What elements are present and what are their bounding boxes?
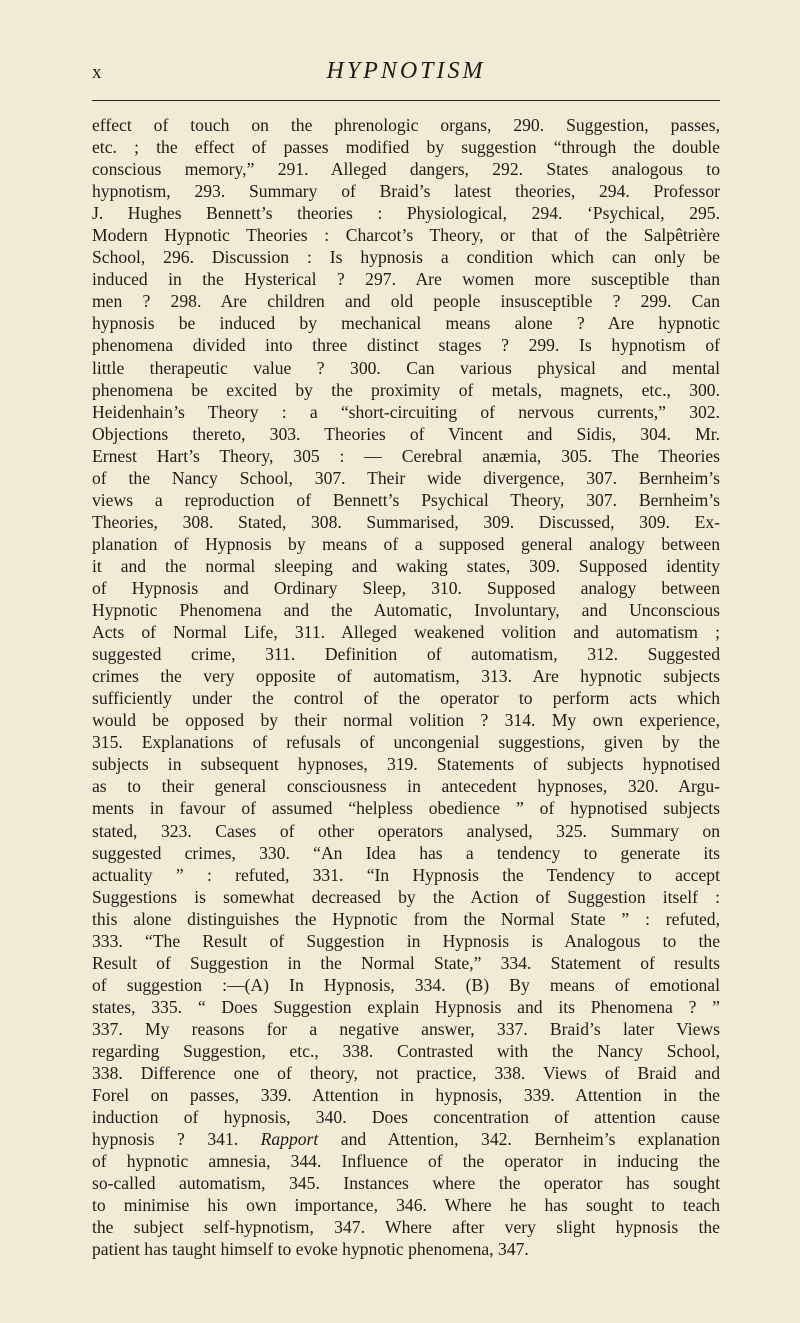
- text-line: induction of hypnosis, 340. Does concentration of attention cause: [92, 1107, 720, 1128]
- text-line: of hypnotic amnesia, 344. Influence of the operator in inducing the: [92, 1151, 720, 1172]
- text-line: sufficiently under the control of the operator to perform acts which: [92, 688, 720, 709]
- text-line: 333. “The Result of Suggestion in Hypnosis is Analogous to the: [92, 930, 720, 951]
- text-line: Forel on passes, 339. Attention in hypnosis, 339. Attention in the: [92, 1085, 720, 1106]
- text-line: Heidenhain’s Theory : a “short-circuiting of nervous currents,” 302.: [92, 401, 720, 422]
- index-paragraph: [92, 114, 720, 1260]
- text-line: suggested crime, 311. Definition of automatism, 312. Suggested: [92, 644, 720, 665]
- text-line: of Hypnosis and Ordinary Sleep, 310. Supposed analogy between: [92, 577, 720, 598]
- text-line: induced in the Hysterical ? 297. Are women more susceptible than: [92, 269, 720, 290]
- text-line: crimes the very opposite of automatism, 313. Are hypnotic subjects: [92, 666, 720, 687]
- text-line: phenomena be excited by the proximity of metals, magnets, etc., 300.: [92, 379, 720, 400]
- text-line: views a reproduction of Bennett’s Psychical Theory, 307. Bernheim’s: [92, 489, 720, 510]
- text-line: so-called automatism, 345. Instances where the operator has sought: [92, 1173, 720, 1194]
- text-line: School, 296. Discussion : Is hypnosis a condition which can only be: [92, 247, 720, 268]
- header-rule: [92, 100, 720, 101]
- text-line: to minimise his own importance, 346. Where he has sought to teach: [92, 1195, 720, 1216]
- text-line: planation of Hypnosis by means of a supposed general analogy between: [92, 533, 720, 554]
- text-line: 338. Difference one of theory, not practice, 338. Views of Braid and: [92, 1063, 720, 1084]
- text-line: patient has taught himself to evoke hypnotic phenomena, 347.: [92, 1239, 529, 1260]
- text-line: actuality ” : refuted, 331. “In Hypnosis the Tendency to accept: [92, 864, 720, 885]
- text-line: suggested crimes, 330. “An Idea has a tendency to generate its: [92, 842, 720, 863]
- text-line: regarding Suggestion, etc., 338. Contrasted with the Nancy School,: [92, 1040, 720, 1061]
- text-line: of the Nancy School, 307. Their wide divergence, 307. Bernheim’s: [92, 467, 720, 488]
- text-line: would be opposed by their normal volition ? 314. My own experience,: [92, 710, 720, 731]
- page-number: x: [92, 62, 103, 83]
- text-line: Hypnotic Phenomena and the Automatic, Involuntary, and Unconscious: [92, 600, 720, 621]
- text-line: this alone distinguishes the Hypnotic from the Normal State ” : refuted,: [92, 908, 720, 929]
- text-line: hypnosis ? 341. Rapport and Attention, 342. Bernheim’s explanation: [92, 1129, 720, 1150]
- text-line: subjects in subsequent hypnoses, 319. Statements of subjects hypnotised: [92, 754, 720, 775]
- text-line: hypnotism, 293. Summary of Braid’s latest theories, 294. Professor: [92, 181, 720, 202]
- text-line: states, 335. “ Does Suggestion explain Hypnosis and its Phenomena ? ”: [92, 996, 720, 1017]
- text-line: ments in favour of assumed “helpless obedience ” of hypnotised subjects: [92, 798, 720, 819]
- text-line: the subject self-hypnotism, 347. Where after very slight hypnosis the: [92, 1217, 720, 1238]
- running-head: [92, 58, 720, 92]
- text-line: men ? 298. Are children and old people insusceptible ? 299. Can: [92, 291, 720, 312]
- text-line: conscious memory,” 291. Alleged dangers, 292. States analogous to: [92, 159, 720, 180]
- text-line: Objections thereto, 303. Theories of Vincent and Sidis, 304. Mr.: [92, 423, 720, 444]
- text-line: of suggestion :—(A) In Hypnosis, 334. (B) By means of emotional: [92, 974, 720, 995]
- text-line: as to their general consciousness in antecedent hypnoses, 320. Argu-: [92, 776, 720, 797]
- text-line: little therapeutic value ? 300. Can various physical and mental: [92, 357, 720, 378]
- text-line: 337. My reasons for a negative answer, 337. Braid’s later Views: [92, 1018, 720, 1039]
- text-line: stated, 323. Cases of other operators analysed, 325. Summary on: [92, 820, 720, 841]
- text-line: effect of touch on the phrenologic organs, 290. Suggestion, passes,: [92, 115, 720, 135]
- text-line: Suggestions is somewhat decreased by the Action of Suggestion itself :: [92, 886, 720, 907]
- text-line: Ernest Hart’s Theory, 305 : — Cerebral anæmia, 305. The Theories: [92, 445, 720, 466]
- text-line: Acts of Normal Life, 311. Alleged weakened volition and automatism ;: [92, 622, 720, 643]
- text-line: Modern Hypnotic Theories : Charcot’s Theory, or that of the Salpêtrière: [92, 225, 720, 246]
- text-line: etc. ; the effect of passes modified by suggestion “through the double: [92, 137, 720, 158]
- text-line: it and the normal sleeping and waking states, 309. Supposed identity: [92, 555, 720, 576]
- text-line: phenomena divided into three distinct stages ? 299. Is hypnotism of: [92, 335, 720, 356]
- text-line: hypnosis be induced by mechanical means alone ? Are hypnotic: [92, 313, 720, 334]
- text-line: Result of Suggestion in the Normal State,” 334. Statement of results: [92, 952, 720, 973]
- text-line: Theories, 308. Stated, 308. Summarised, 309. Discussed, 309. Ex-: [92, 511, 720, 532]
- text-line: J. Hughes Bennett’s theories : Physiological, 294. ‘Psychical, 295.: [92, 203, 720, 224]
- running-title: HYPNOTISM: [326, 58, 486, 84]
- text-line: 315. Explanations of refusals of uncongenial suggestions, given by the: [92, 732, 720, 753]
